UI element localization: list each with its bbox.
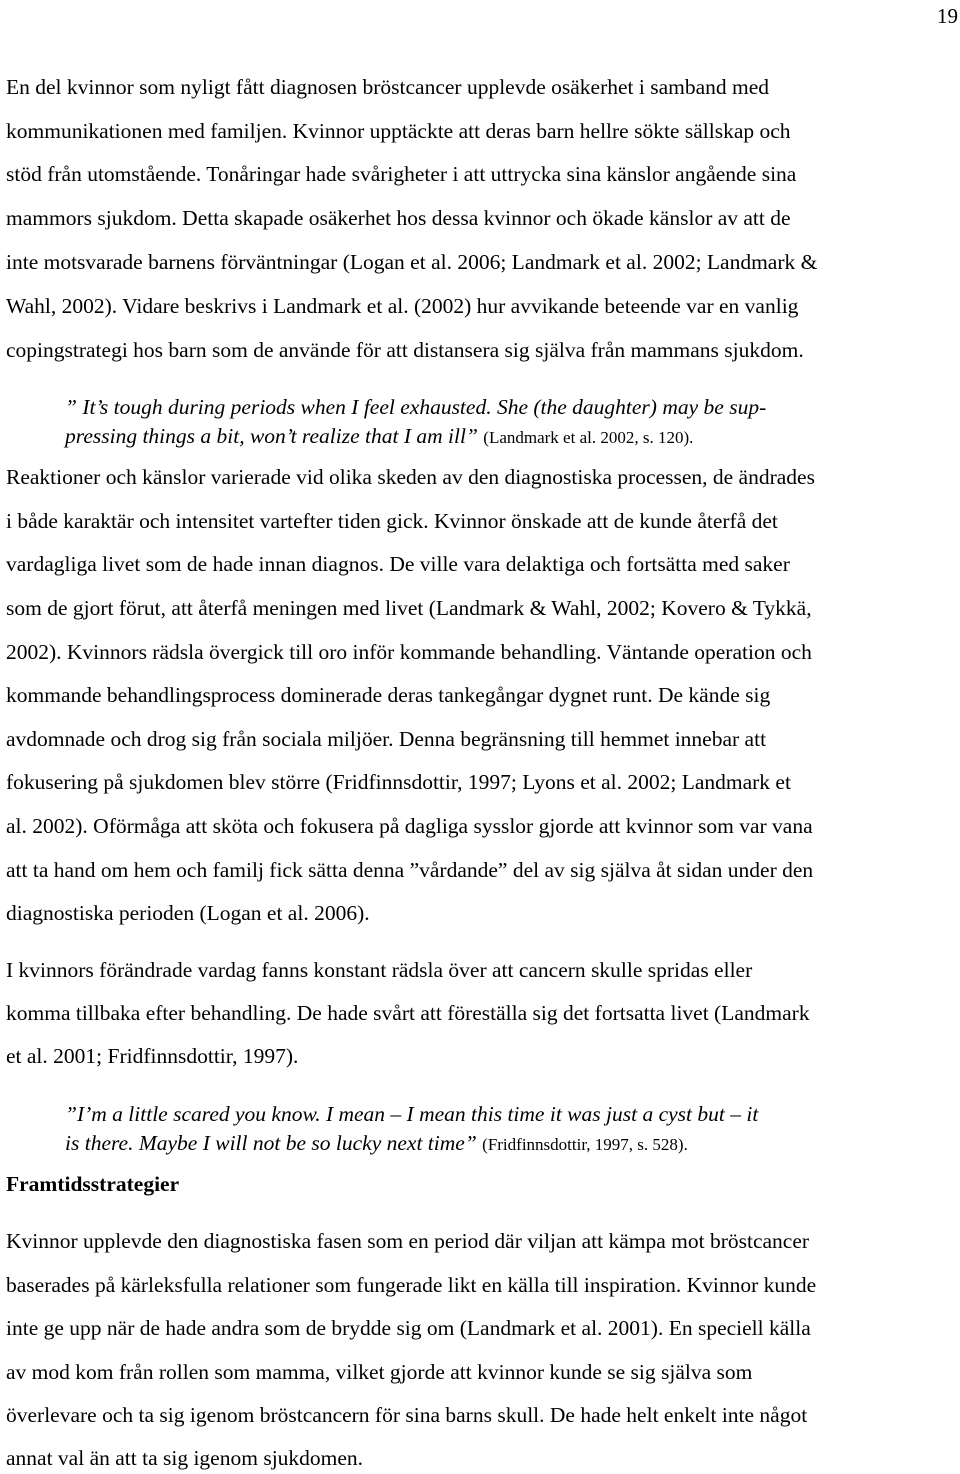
paragraph-line: copingstrategi hos barn som de använde för att distansera sig själva från mammans sjukdom. bbox=[6, 338, 804, 362]
paragraph-line: i både karaktär och intensitet vartefter tiden gick. Kvinnor önskade att de kunde återfå det bbox=[6, 509, 778, 533]
paragraph-line: som de gjort förut, att återfå meningen med livet (Landmark & Wahl, 2002; Kovero & Tykkä, bbox=[6, 596, 812, 620]
paragraph-line: Reaktioner och känslor varierade vid olika skeden av den diagnostiska processen, de ändrades bbox=[6, 465, 815, 489]
paragraph-line: et al. 2001; Fridfinnsdottir, 1997). bbox=[6, 1044, 299, 1068]
paragraph-line: kommunikationen med familjen. Kvinnor upptäckte att deras barn hellre sökte sällskap och bbox=[6, 119, 791, 143]
quote-text: pressing things a bit, won’t realize that I am ill” bbox=[65, 424, 478, 448]
paragraph-line: överlevare och ta sig igenom bröstcancern för sina barns skull. De hade helt enkelt inte något bbox=[6, 1403, 808, 1427]
paragraph-line: diagnostiska perioden (Logan et al. 2006). bbox=[6, 901, 370, 925]
paragraph-line: stöd från utomstående. Tonåringar hade svårigheter i att uttrycka sina känslor angående sina bbox=[6, 162, 797, 186]
paragraph-line: mammors sjukdom. Detta skapade osäkerhet hos dessa kvinnor och ökade känslor av att de bbox=[6, 206, 791, 230]
paragraph-line: I kvinnors förändrade vardag fanns konstant rädsla över att cancern skulle spridas eller bbox=[6, 958, 753, 982]
section-heading: Framtidsstrategier bbox=[6, 1172, 180, 1196]
paragraph-line: inte ge upp när de hade andra som de brydde sig om (Landmark et al. 2001). En speciell källa bbox=[6, 1316, 811, 1340]
quote-text: is there. Maybe I will not be so lucky next time” bbox=[65, 1131, 477, 1155]
quote-text: ” It’s tough during periods when I feel exhausted. She (the daughter) may be sup- bbox=[65, 395, 767, 419]
paragraph-line: kommande behandlingsprocess dominerade deras tankegångar dygnet runt. De kände sig bbox=[6, 683, 771, 707]
paragraph-line: 2002). Kvinnors rädsla övergick till oro inför kommande behandling. Väntande operation och bbox=[6, 640, 812, 664]
paragraph-line: annat val än att ta sig igenom sjukdomen. bbox=[6, 1446, 364, 1470]
paragraph-line: Wahl, 2002). Vidare beskrivs i Landmark et al. (2002) hur avvikande beteende var en vanlig bbox=[6, 294, 799, 318]
paragraph-line: av mod kom från rollen som mamma, vilket gjorde att kvinnor kunde se sig själva som bbox=[6, 1360, 753, 1384]
quote-text: ”I’m a little scared you know. I mean – I mean this time it was just a cyst but – it bbox=[65, 1102, 759, 1126]
paragraph-line: Kvinnor upplevde den diagnostiska fasen som en period där viljan att kämpa mot bröstcancer bbox=[6, 1229, 810, 1253]
block-quote-line bbox=[65, 1102, 758, 1126]
block-quote-line bbox=[65, 395, 766, 419]
paragraph-line: al. 2002). Oförmåga att sköta och fokusera på dagliga sysslor gjorde att kvinnor som var vana bbox=[6, 814, 813, 838]
paragraph-line: En del kvinnor som nyligt fått diagnosen bröstcancer upplevde osäkerhet i samband med bbox=[6, 75, 770, 99]
paragraph-line: komma tillbaka efter behandling. De hade svårt att föreställa sig det fortsatta livet (Landmark bbox=[6, 1001, 810, 1025]
block-quote-line bbox=[65, 424, 693, 450]
paragraph-line: baserades på kärleksfulla relationer som fungerade likt en källa till inspiration. Kvinnor kunde bbox=[6, 1273, 817, 1297]
paragraph-line: inte motsvarade barnens förväntningar (Logan et al. 2006; Landmark et al. 2002; Landmark & bbox=[6, 250, 818, 274]
paragraph-line: fokusering på sjukdomen blev större (Fridfinnsdottir, 1997; Lyons et al. 2002; Landmark et bbox=[6, 770, 791, 794]
quote-citation: (Fridfinnsdottir, 1997, s. 528). bbox=[482, 1135, 688, 1154]
quote-citation: (Landmark et al. 2002, s. 120). bbox=[483, 428, 694, 447]
block-quote-line bbox=[65, 1131, 688, 1157]
paragraph-line: vardagliga livet som de hade innan diagnos. De ville vara delaktiga och fortsätta med saker bbox=[6, 552, 790, 576]
page-number: 19 bbox=[937, 4, 958, 28]
paragraph-line: att ta hand om hem och familj fick sätta denna ”vårdande” del av sig själva åt sidan under den bbox=[6, 858, 814, 882]
paragraph-line: avdomnade och drog sig från sociala miljöer. Denna begränsning till hemmet innebar att bbox=[6, 727, 767, 751]
